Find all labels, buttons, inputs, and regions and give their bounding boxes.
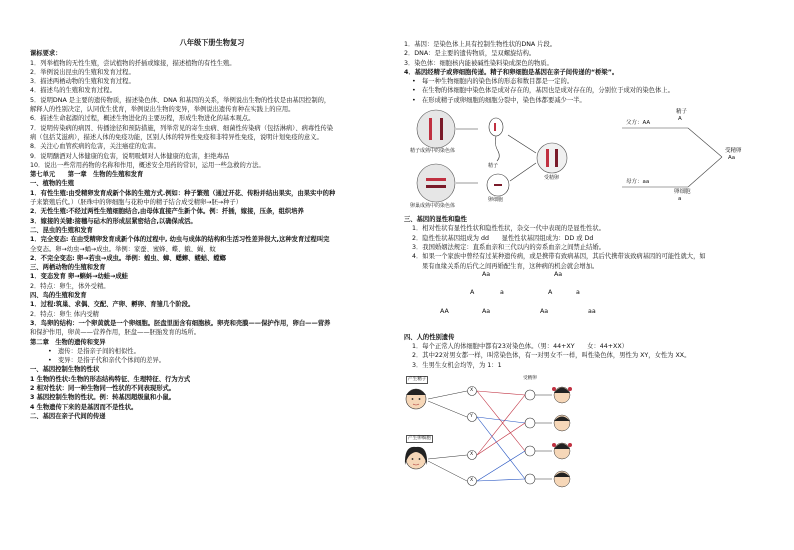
text-line: 2 相对性状：同一种生物同一性状的不同表现形式。 — [30, 384, 176, 392]
text-line: 2．隐性性状基因组成为 dd 显性性状基因组成为：DD 或 Dd — [412, 234, 594, 242]
text-line: 5．说明DNA 是主要的遗传物质，描述染色体、DNA 和基因的关系，举例说出生物的性状是由基因控制的， — [30, 96, 331, 104]
zygote-gene: Aa — [728, 155, 736, 162]
gamete-4: a — [576, 288, 580, 296]
father-gamete-label: 产生精子 — [408, 377, 427, 383]
text-line: 2．举例说出昆虫的生殖和发育过程。 — [30, 68, 135, 76]
text-line: • 遗传：是指亲子间的相似性。 — [48, 347, 140, 355]
caption-top: 精子成熟中的染色体 — [410, 148, 456, 155]
egg-chromosome — [494, 184, 502, 186]
right-bottom-text-block — [404, 333, 776, 370]
egg-gene: a — [678, 196, 682, 203]
offspring-4: aa — [588, 307, 596, 315]
text-line: 全变态。卵→幼虫→蛹→成虫。举例：家蚕、蜜蜂、蝶、蛾、蝇、蚊 — [30, 245, 216, 253]
sperm-y-letter: Y — [470, 414, 473, 420]
text-line: • 每一种生物细胞内的染色体的形态和数目都是一定的。 — [412, 78, 574, 86]
sperm-label: 精子 — [676, 109, 688, 116]
mother-icon — [405, 447, 427, 469]
zygote-cell — [537, 143, 567, 173]
son-icon-2 — [554, 471, 570, 487]
zygote-circle-2 — [525, 418, 535, 428]
text-line: • 在生物的体细胞中染色体是成对存在的，基因也是成对存在的，分别位于成对的染色体上。 — [412, 87, 674, 95]
father-icon — [406, 389, 426, 409]
zygote-circle-1 — [525, 390, 535, 400]
text-line: 解释人的性别决定，认同优生优育，举例说出生物的变异，举例说出遗传育种在实践上的应用。 — [30, 106, 295, 114]
gene-transmission-figure — [404, 105, 776, 209]
text-line: 果有血缘关系的后代之间再婚配生育，这种病的机会就会增加。 — [422, 262, 599, 270]
text-line: • 在形成精子或卵细胞的细胞分裂中，染色体都要减少一半。 — [412, 96, 586, 104]
text-line: 4 生物遗传下来的是基因而不是性状。 — [30, 403, 138, 411]
text-line: 8．关注心血管疾病的危害，关注癌症的危害。 — [30, 143, 160, 151]
text-line: 1 生物的性状:生物的形态结构特征、生理特征、行为方式 — [30, 375, 191, 383]
father-to-zygote — [688, 128, 722, 157]
text-line: 2．其中22对男女都一样，叫常染色体，有一对男女不一样，叫性染色体，男性为 XY，女性为 XX。 — [412, 352, 691, 360]
text-line: 2．无性生殖:不经过两性生殖细胞结合,由母体直接产生新个体。例：扦插，嫁接，压条，组织培养 — [30, 208, 304, 216]
parent-2: Aa — [554, 270, 563, 278]
text-line: 1．每个正常人的体细胞中都有23对染色体。（男：44+XY 女：44+XX） — [412, 343, 628, 351]
genetic-cross-figure — [404, 271, 776, 333]
sperm-gene: A — [678, 116, 682, 123]
text-line: 1．过程:筑巢、求偶、交配、产卵、孵卵、育雏几个阶段。 — [30, 301, 195, 309]
zygote-circle-3 — [525, 446, 535, 456]
text-line: 3．生男生女机会均等，为 1：1 — [412, 361, 502, 369]
sperm-mother-cell — [417, 110, 455, 148]
zygote-header: 受精卵 — [523, 376, 537, 382]
text-line: 2．不完全变态: 卵→若虫→成虫。举例：蝗虫、蟑、蟋蟀、蝼蛄、螳螂 — [30, 254, 226, 262]
egg-mother-cell — [417, 164, 455, 202]
gene-transmission-svg — [404, 105, 776, 209]
sperm-chromosome — [494, 123, 496, 131]
text-line: 3．嫁接的关键:接穗与砧木的形成层紧密结合,以确保成活。 — [30, 217, 197, 225]
offspring-1: AA — [440, 307, 449, 315]
right-middle-text-block — [404, 215, 776, 271]
text-line: 1．基因：是染色体上具有控制生物性状的DNA 片段。 — [404, 41, 557, 48]
text-line: 第二章 生物的遗传和变异 — [30, 338, 106, 346]
offspring-3: Aa — [540, 307, 549, 315]
text-line: 和保护作用，卵黄——营养作用，胚盘——胚胎发育的场所。 — [30, 329, 201, 337]
text-line: 一、基因控制生物的性状 — [30, 366, 100, 374]
text-line: 四、鸟的生殖和发育 — [30, 292, 87, 300]
text-line: 3 基因控制生物的性状。例：转基因超级鼠和小鼠。 — [30, 394, 176, 402]
right-column — [404, 40, 776, 495]
caption-zygote: 受精卵 — [544, 175, 560, 182]
text-line: 1．相对性状有显性性状和隐性性状，杂交一代中表现的是显性性状。 — [412, 225, 605, 233]
text-line: 7．说明传染病的病因、传播途径和预防措施，列举常见的寄生虫病、细菌性传染病（包括淋病）、病毒性传染 — [30, 124, 334, 132]
text-line: 课标要求： — [30, 50, 62, 58]
zygote-label: 受精卵 — [725, 148, 742, 155]
left-column — [30, 38, 394, 421]
text-line: 二、基因在亲子代间的传递 — [30, 412, 106, 420]
right-top-text-block — [404, 40, 776, 105]
text-line: 2．特点：卵生 体内受精 — [30, 310, 99, 318]
egg-x-letter-1: X — [470, 452, 474, 458]
text-line: 9．说明酗酒对人体健康的危害，说明吸烟对人体健康的危害，拒绝毒品 — [30, 152, 230, 160]
gamete-3: A — [548, 288, 553, 296]
text-line: 4．基因经精子或卵细胞传递。精子和卵细胞是基因在亲子间传递的“桥梁”。 — [404, 68, 619, 76]
text-line: 三、两栖动物的生殖和发育 — [30, 264, 106, 272]
offspring-2: Aa — [482, 307, 491, 315]
arrow-line — [508, 135, 536, 153]
text-line: 1．列举植物的无性生殖，尝试植物的扦插或嫁接，描述植物的有性生殖。 — [30, 59, 236, 67]
mother-to-zygote — [688, 157, 722, 187]
text-line: 10．说出一些常用药物的名称和作用，概述安全用药的常识，运用一些急救的方法。 — [30, 161, 265, 169]
text-line: 一、植物的生殖 — [30, 180, 75, 188]
text-line: 4．如果一个家族中曾经有过某种遗传病，或是携带有致病基因，其后代携带该致病基因的可能性就大，如 — [412, 253, 706, 261]
text-line: 2．特点：卵生，体外受精。 — [30, 282, 110, 290]
caption-bottom: 卵巢成熟中的染色体 — [410, 203, 456, 210]
text-line: 二、昆虫的生殖和发育 — [30, 226, 93, 234]
chromosome-red — [429, 118, 432, 140]
left-text-block — [30, 49, 394, 421]
mother-gamete-label: 产生卵细胞 — [408, 436, 431, 442]
text-line: 3．染色体：细胞核内能被碱性染料染成深色的物质。 — [404, 59, 553, 67]
sperm-x-letter: X — [470, 388, 474, 394]
text-line: 3．我国婚姻法规定：直系血亲和三代以内的旁系血亲之间禁止结婚。 — [412, 243, 605, 251]
egg-label: 卵细胞 — [674, 189, 691, 196]
chromosome-red-2 — [426, 178, 446, 181]
caption-sperm: 精子 — [488, 163, 499, 170]
text-line: 三、基因的显性和隐性 — [404, 216, 467, 224]
text-line: 3．鸟卵的结构：一个卵黄就是一个卵细胞。胚盘里面含有细胞核。卵壳和壳膜——保护作用，卵白——营养 — [30, 319, 331, 327]
zygote-circle-4 — [525, 474, 535, 484]
text-line: 1．完全变态: 在由受精卵发育成新个体的过程中, 幼虫与成体的结构和生活习性差异很大,这种发育过程叫完 — [30, 236, 330, 244]
chromosome-dark-2 — [426, 185, 446, 188]
daughter-icon-2 — [552, 443, 572, 459]
text-line: 4．描述鸟的生殖和发育过程。 — [30, 87, 116, 95]
gamete-2: a — [500, 288, 504, 296]
text-line: 1．有性生殖:由受精卵发育成新个体的生殖方式.例如：种子繁殖（通过开花、传粉并结出果实，由果实中的种 — [30, 189, 336, 197]
text-line: 2．DNA：是主要的遗传物质，呈双螺旋结构。 — [404, 50, 536, 58]
parent-1: Aa — [482, 270, 491, 278]
caption-egg: 卵细胞 — [488, 197, 504, 204]
father-genotype: 父方：AA — [626, 120, 651, 127]
son-icon — [554, 415, 570, 431]
zygote-chromosome-a — [546, 149, 549, 167]
chromosome-dark — [440, 118, 443, 140]
arrow-line — [510, 163, 536, 181]
mother-genotype: 母方：aa — [626, 179, 650, 186]
page-title: 八年级下册生物复习 — [179, 38, 245, 47]
text-line: 3．描述两栖动物的生殖和发育过程。 — [30, 78, 135, 86]
text-line: 1．变态发育 卵→蝌蚪→幼蛙→成蛙 — [30, 273, 128, 281]
zygote-chromosome-b — [555, 149, 558, 167]
sex-inheritance-figure — [404, 373, 776, 495]
text-line: 子来繁殖后代。）（胚珠中的卵细胞与花粉中的精子结合成受精卵→胚→种子） — [30, 199, 243, 207]
sperm-tail — [495, 136, 499, 161]
daughter-icon — [552, 387, 572, 403]
text-line: 6．描述生命起源的过程，概述生物进化的主要历程，形成生物进化的基本观点。 — [30, 115, 255, 123]
text-line: 病（包括艾滋病），描述人体的免疫功能，区别人体的特异性免疫和非特异性免疫，说明计划免疫的意义。 — [30, 133, 323, 141]
text-line: 四、人的性别遗传 — [404, 333, 455, 341]
sex-inheritance-svg — [404, 373, 776, 495]
egg-x-letter-2: X — [470, 478, 474, 484]
text-line: • 变异：是指子代和亲代个体间的差异。 — [48, 357, 166, 365]
text-line: 第七单元 第一章 生物的生殖和发育 — [30, 171, 144, 179]
gamete-1: A — [470, 288, 475, 296]
